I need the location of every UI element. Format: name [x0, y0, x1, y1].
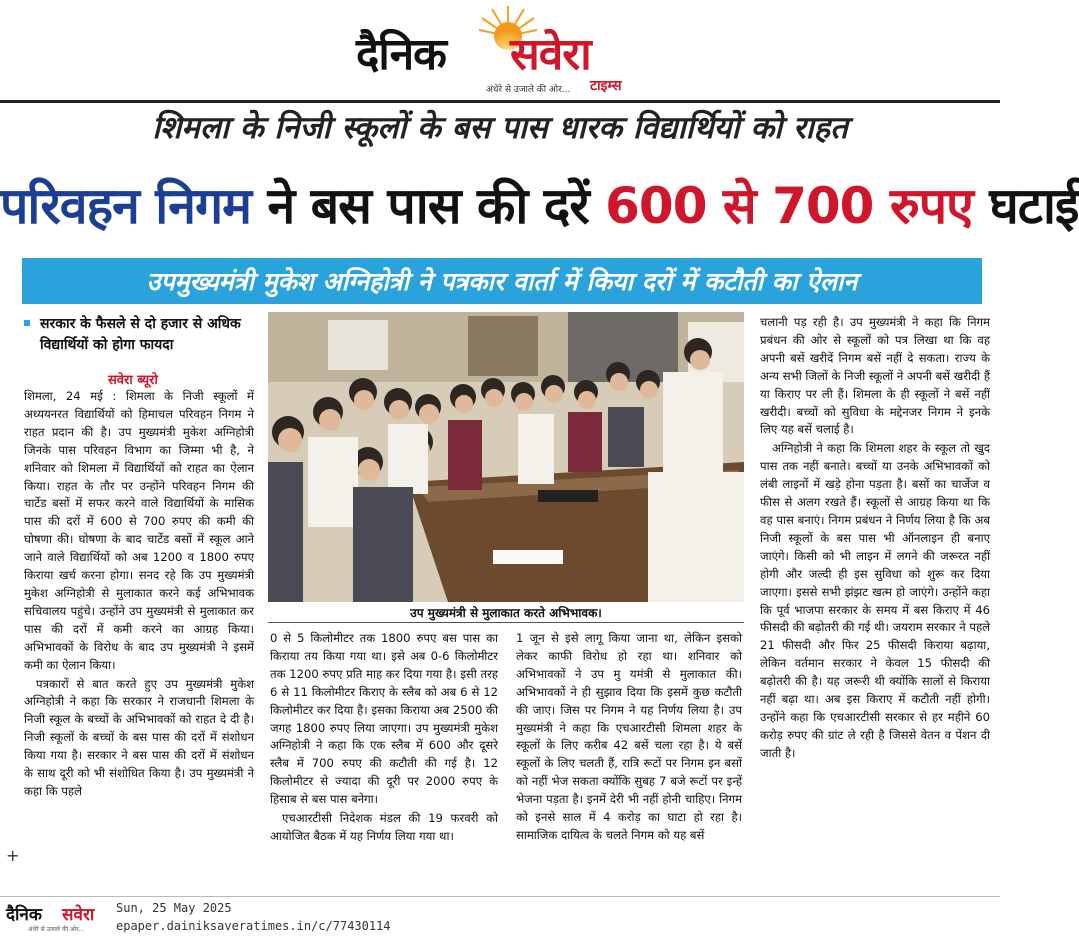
paragraph: 0 से 5 किलोमीटर तक 1800 रुपए बस पास का किराया तय किया गया था। इसे अब 0-6 किलोमीटर तक 1200 रुपए प्रति माह कर दिया गया है। इसी तरह 6 से 11 किलोमीटर किराए के स्लैब को अब 6 से 12 किलोमीटर कर दिया है। इसका किराया अब 2500 की जगह 1800 रुपए लिया जाएगा। उप मुख्यमंत्री मुकेश अग्निहोत्री ने कहा कि एक स्लैब में 600 और दूसरे स्लैब में 700 रुपए की कटौती की गई है। 12 किलोमीटर से ज्यादा की दूरी पर 2000 रुपए के हिसाब से बस पास बनेगा। [270, 631, 498, 807]
article-column-3 [516, 630, 742, 846]
byline: सवेरा ब्यूरो [108, 373, 158, 388]
kicker-headline: शिमला के निजी स्कूलों के बस पास धारक विद्यार्थियों को राहत [152, 110, 848, 146]
caption-divider [268, 622, 744, 623]
masthead [0, 0, 1000, 100]
logo-word-times: टाइम्स [590, 78, 622, 94]
footer-divider [0, 896, 1000, 897]
article-column-2 [270, 630, 498, 847]
footer-logo-tagline: अंधेरे से उजाले की ओर... [28, 926, 85, 933]
bullet-icon [24, 320, 30, 326]
footer-date: Sun, 25 May 2025 [116, 901, 232, 915]
headline-part-1: परिवहन निगम [0, 177, 252, 235]
footer-logo-savera: सवेरा [62, 905, 95, 925]
plus-icon[interactable]: + [6, 846, 20, 865]
paragraph: अग्निहोत्री ने कहा कि शिमला शहर के स्कूल तो खुद पास तक नहीं बनाते। बच्चों या उनके अभिभावकों को लंबी लाइनों में खड़े होना पड़ता है। बसों का चार्जेज व फीस से अलग रखते हैं। स्कूलों से आग्रह किया था कि वह पास बनाएं। निगम प्रबंधन ने निर्णय लिया है कि अब निजी स्कूलों के बस पास भी ऑनलाइन ही बनाए जाएंगे। किसी को भी लाइन में लगने की जरूरत नहीं होगी और जल्दी ही इस सुविधा को शुरू कर दिया जाएगा। इससे सभी झंझट खत्म हो जाएंगे। उन्होंने कहा कि पूर्व भाजपा सरकार के समय में बस किराए में 46 फीसदी की बढ़ोतरी की गई थी। जयराम सरकार ने पहले 21 फीसदी और फिर 25 फीसदी किराया बढ़ाया, लेकिन वर्तमान सरकार ने केवल 15 फीसदी की बढ़ोतरी की है। यह जरूरी थी क्योंकि सालों से किराया नहीं बढ़ा था। अब इस किराए में कटौती नहीं होगी। उन्होंने कहा कि एचआरटीसी सरकार से हर महीने 60 करोड़ रुपए की ग्रांट ले रही है जिससे वेतन व पेंशन दी जाती है। [760, 441, 990, 760]
photo-illustration [268, 312, 744, 602]
photo-caption: उप मुख्यमंत्री से मुलाकात करते अभिभावक। [410, 606, 602, 620]
headline-part-2: ने बस पास की दरें [251, 177, 606, 235]
article-column-1 [24, 388, 254, 802]
paragraph: चलानी पड़ रही है। उप मुख्यमंत्री ने कहा कि निगम प्रबंधन की ओर से स्कूलों को पत्र लिखा था कि वह अपनी बसें खरीदें निगम बसें नहीं दे सकता। राज्य के अन्य सभी जिलों के निजी स्कूलों ने अपनी बसें खरीदी हैं या किराए पर ली हैं। शिमला के ही स्कूलों ने बसें नहीं खरीदी। बच्चों को सुविधा के मद्देनजर निगम ने इनके लिए यह बसें चलाई है। [760, 315, 990, 437]
paragraph: पत्रकारों से बात करते हुए उप मुख्यमंत्री मुकेश अग्निहोत्री ने कहा कि सरकार ने राजधानी शिमला के निजी स्कूल के बच्चों के अभिभावकों को राहत दे दी है। निजी स्कूलों के बच्चों के बस पास की दरों में संशोधन किया गया है। सरकार ने बस पास की दरों में संशोधन के साथ दूरी को भी संशोधित किया है। उप मुख्यमंत्री ने कहा कि पहले [24, 676, 254, 798]
paragraph: 1 जून से इसे लागू किया जाना था, लेकिन इसको लेकर काफी विरोध हो रहा था। शनिवार को अभिभावकों ने उप मु यमंत्री से मुलाकात की। अभिभावकों ने ही सुझाव दिया कि इसमें कुछ कटौती की जाए। जिस पर निगम ने यह निर्णय लिया है। उप मुख्यमंत्री ने कहा कि एचआरटीसी शिमला शहर के स्कूलों के लिए करीब 42 बसें चला रहा है। ये बसें स्कूलों के लिए चलती हैं, रात्रि रूटों पर निगम इन बसों को नहीं भेज सकता क्योंकि सुबह 7 बजे रूटों पर इन्हें भेजना पड़ता है। इनमें देरी भी नहीं होनी चाहिए। निगम को इनसे साल में 4 करोड़ का घाटा हो रहा है। सामाजिक दायित्व के चलते निगम को यह बसें [516, 631, 742, 842]
subheadline: उपमुख्यमंत्री मुकेश अग्निहोत्री ने पत्रकार वार्ता में किया दरों में कटौती का ऐलान [146, 267, 858, 296]
logo-word-savera: सवेरा [510, 29, 591, 80]
footer-logo-dainik: दैनिक [6, 905, 42, 925]
masthead-divider [0, 100, 1000, 103]
logo-tagline: अंधेरे से उजाले की ओर... [486, 85, 571, 95]
headline-part-3: 600 से 700 रुपए [605, 177, 973, 235]
headline-part-4: घटाई [972, 177, 1079, 235]
paragraph: एचआरटीसी निदेशक मंडल की 19 फरवरी को आयोजित बैठक में यह निर्णय लिया गया था। [270, 811, 498, 843]
footer-url[interactable]: epaper.dainiksaveratimes.in/c/77430114 [116, 919, 391, 933]
logo-word-dainik: दैनिक [356, 29, 446, 80]
main-headline [0, 170, 1079, 238]
article-column-4 [760, 314, 990, 764]
paragraph: शिमला, 24 मई : शिमला के निजी स्कूलों में अध्ययनरत विद्यार्थियों को हिमाचल परिवहन निगम ने राहत प्रदान की है। उप मुख्यमंत्री मुकेश अग्निहोत्री जिनके पास परिवहन विभाग का जिम्मा भी है, ने शनिवार को शिमला में विद्यार्थियों को राहत का ऐलान किया। राहत के तौर पर उन्होंने परिवहन निगम की चार्टेड बसों में सफर करने वाले विद्यार्थियों के मासिक पास की दरों में 600 से 700 रुपए की कमी की घोषणा की। घोषणा के बाद चार्टेड बसों में स्कूल आने जाने वाले विद्यार्थियों को अब 1200 व 1800 रुपए किराया खर्च करना होगा। सनद रहे कि उप मुख्यमंत्री मुकेश अग्निहोत्री से मुलाकात करने कई अभिभावक सचिवालय पहुंचे। उन्होंने उप मुख्यमंत्री से मुलाकात कर पास की दरों में कमी करने का आग्रह किया। अभिभावकों के विरोध के बाद उप मुख्यमंत्री ने इसमें कमी का ऐलान किया। [24, 389, 254, 672]
news-photo [268, 312, 744, 602]
highlight-text: सरकार के फैसले से दो हजार से अधिक विद्यार्थियों को होगा फायदा [40, 316, 241, 353]
